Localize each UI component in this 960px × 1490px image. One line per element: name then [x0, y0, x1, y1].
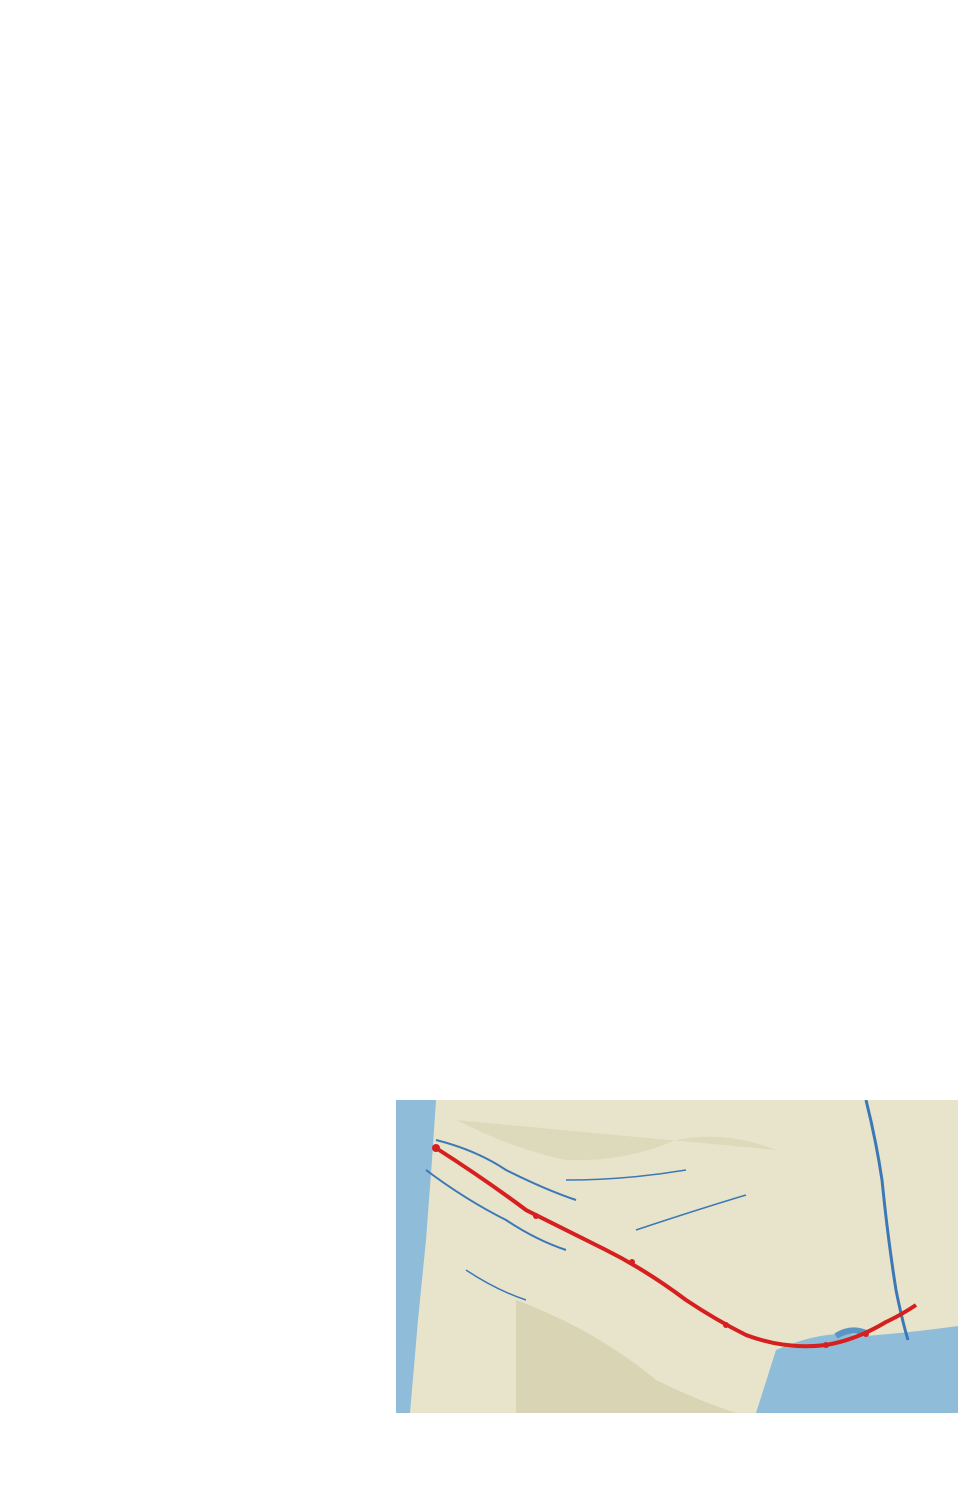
- carcassonne-dot: [723, 1322, 729, 1328]
- canal-du-midi-map: [396, 1100, 958, 1413]
- map-drawing: [396, 1100, 958, 1413]
- toulouse-dot: [629, 1259, 635, 1265]
- agen-dot: [533, 1213, 539, 1219]
- paragraph-gap: [4, 0, 956, 28]
- sete-dot: [863, 1331, 869, 1337]
- beziers-dot: [823, 1342, 829, 1348]
- bordeaux-dot: [432, 1144, 440, 1152]
- document-page: [4, 0, 956, 28]
